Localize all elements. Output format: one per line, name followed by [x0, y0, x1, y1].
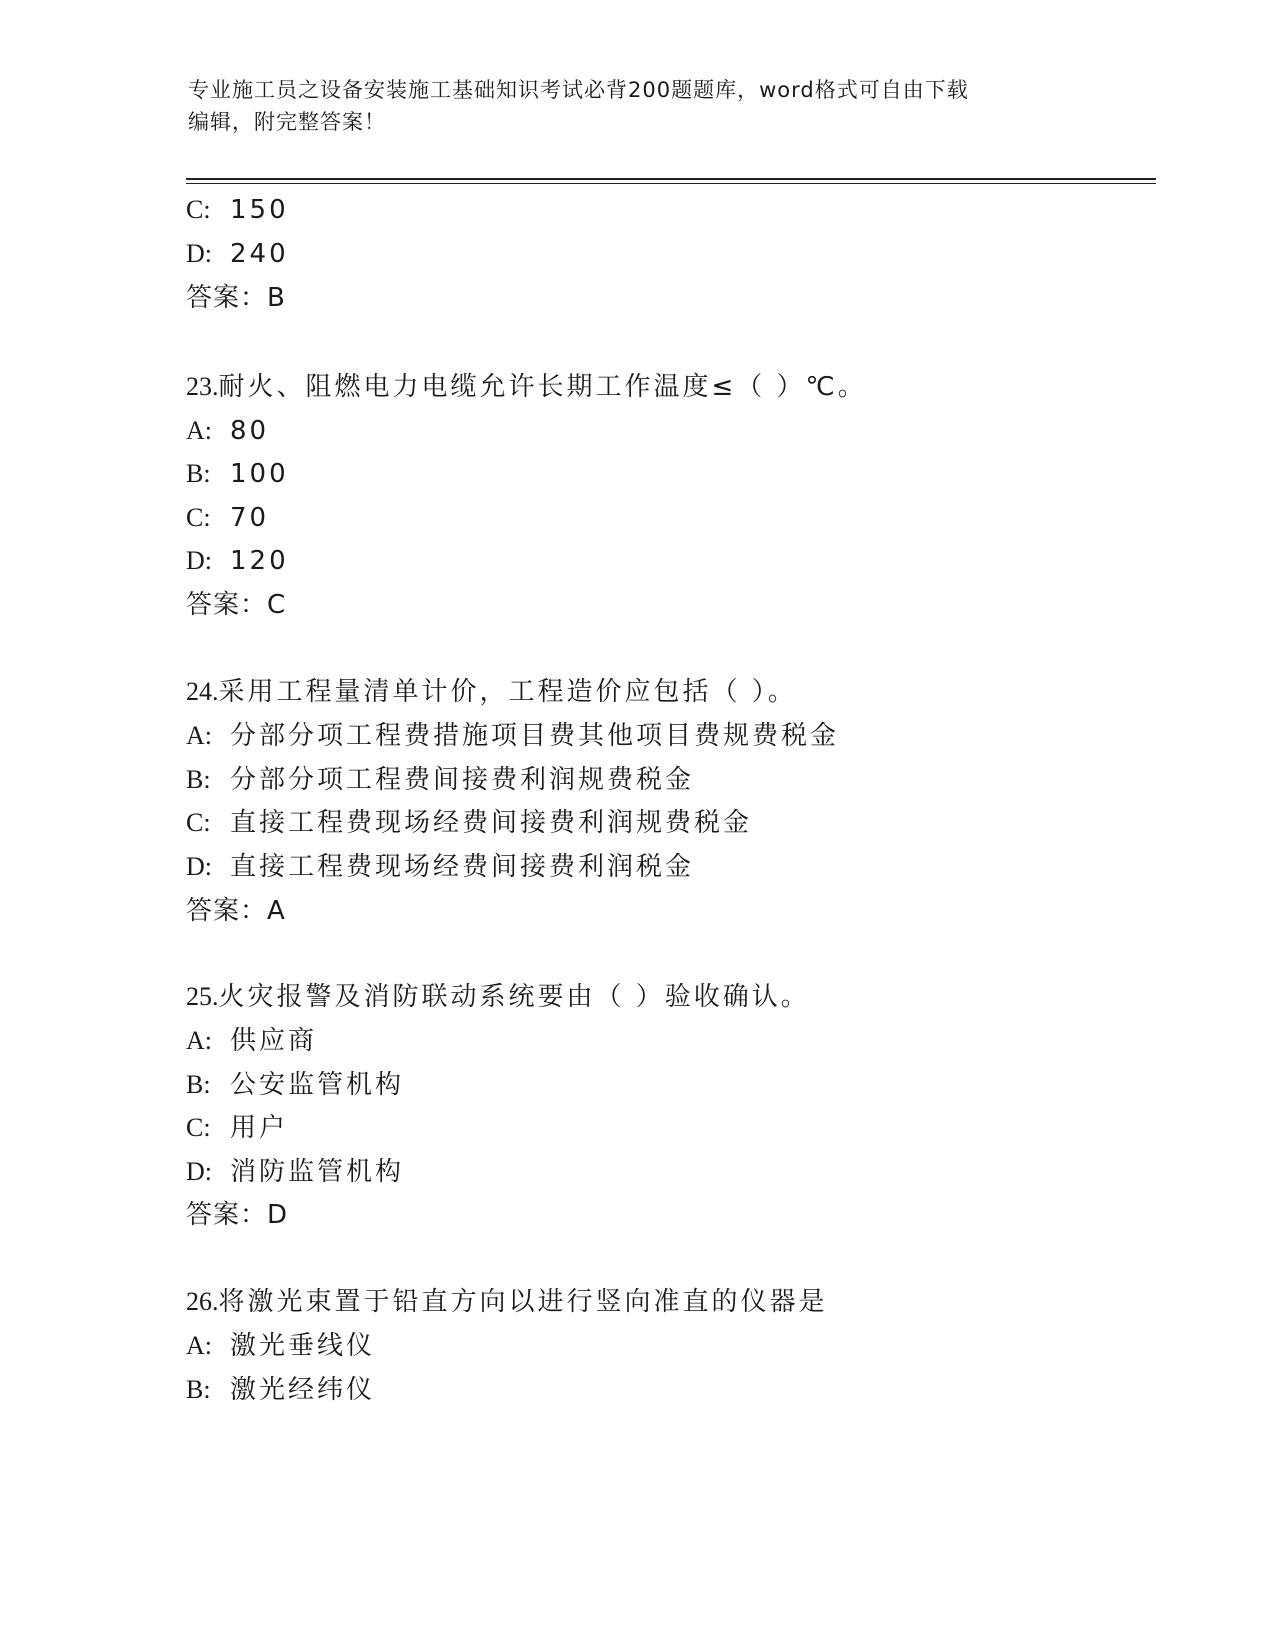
option-text: 激光经纬仪 — [230, 1375, 376, 1405]
option-letter: C: — [186, 808, 211, 837]
option-text: 公安监管机构 — [230, 1070, 405, 1100]
question-number: 24. — [186, 677, 219, 706]
option-text: 直接工程费现场经费间接费利润税金 — [230, 852, 695, 882]
q25-option-c — [186, 1113, 288, 1143]
question-text: 采用工程量清单计价，工程造价应包括（ ）。 — [218, 677, 797, 707]
option-letter: D: — [186, 546, 212, 575]
option-text: 120 — [230, 546, 289, 576]
header-title-line1: 专业施工员之设备安装施工基础知识考试必背200题题库，word格式可自由下载 — [188, 78, 969, 102]
q25-option-d — [186, 1157, 404, 1187]
q24-option-c — [186, 808, 752, 838]
q26-question — [186, 1287, 828, 1317]
option-text: 供应商 — [230, 1026, 318, 1056]
q24-answer: 答案：A — [186, 896, 286, 926]
q24-option-a — [186, 721, 839, 751]
option-letter: A: — [186, 1026, 212, 1055]
q23-option-a — [186, 416, 269, 446]
option-text: 150 — [230, 195, 289, 225]
document-header — [188, 74, 1088, 138]
option-text: 70 — [230, 503, 270, 533]
q22-option-c — [186, 195, 289, 225]
option-letter: D: — [186, 852, 212, 881]
q26-option-b — [186, 1375, 375, 1405]
option-text: 分部分项工程费间接费利润规费税金 — [230, 765, 695, 795]
question-text: 火灾报警及消防联动系统要由（ ）验收确认。 — [218, 982, 810, 1012]
header-divider-thick — [186, 178, 1156, 180]
q23-option-c — [186, 503, 269, 533]
option-letter: A: — [186, 721, 212, 750]
q23-option-b — [186, 459, 289, 489]
option-text: 直接工程费现场经费间接费利润规费税金 — [230, 808, 753, 838]
q22-option-d — [186, 239, 289, 269]
q24-question — [186, 677, 797, 707]
option-letter: D: — [186, 1157, 212, 1186]
q26-option-a — [186, 1331, 375, 1361]
option-letter: C: — [186, 1113, 211, 1142]
question-number: 23. — [186, 372, 219, 401]
q25-option-a — [186, 1026, 317, 1056]
q25-question — [186, 982, 810, 1012]
option-letter: A: — [186, 416, 212, 445]
q24-option-b — [186, 765, 694, 795]
q23-option-d — [186, 546, 289, 576]
q25-option-b — [186, 1070, 404, 1100]
option-text: 用户 — [230, 1113, 289, 1143]
option-letter: B: — [186, 765, 211, 794]
q23-answer: 答案：C — [186, 590, 287, 620]
option-text: 消防监管机构 — [230, 1157, 405, 1187]
option-letter: C: — [186, 195, 211, 224]
option-letter: A: — [186, 1331, 212, 1360]
option-text: 分部分项工程费措施项目费其他项目费规费税金 — [230, 721, 840, 751]
question-number: 26. — [186, 1287, 219, 1316]
option-letter: B: — [186, 459, 211, 488]
option-letter: C: — [186, 503, 211, 532]
question-number: 25. — [186, 982, 219, 1011]
question-text: 将激光束置于铅直方向以进行竖向准直的仪器是 — [218, 1287, 828, 1317]
option-letter: B: — [186, 1070, 211, 1099]
q22-answer: 答案：B — [186, 283, 286, 313]
option-text: 100 — [230, 459, 289, 489]
q25-answer: 答案：D — [186, 1200, 289, 1230]
option-letter: B: — [186, 1375, 211, 1404]
q23-question — [186, 372, 867, 402]
header-title-line2: 编辑，附完整答案！ — [188, 110, 386, 134]
option-text: 240 — [230, 239, 289, 269]
q24-option-d — [186, 852, 694, 882]
option-letter: D: — [186, 239, 212, 268]
option-text: 激光垂线仪 — [230, 1331, 376, 1361]
header-divider-thin — [186, 183, 1156, 184]
question-text: 耐火、阻燃电力电缆允许长期工作温度≤（ ）℃。 — [218, 372, 867, 402]
option-text: 80 — [230, 416, 270, 446]
